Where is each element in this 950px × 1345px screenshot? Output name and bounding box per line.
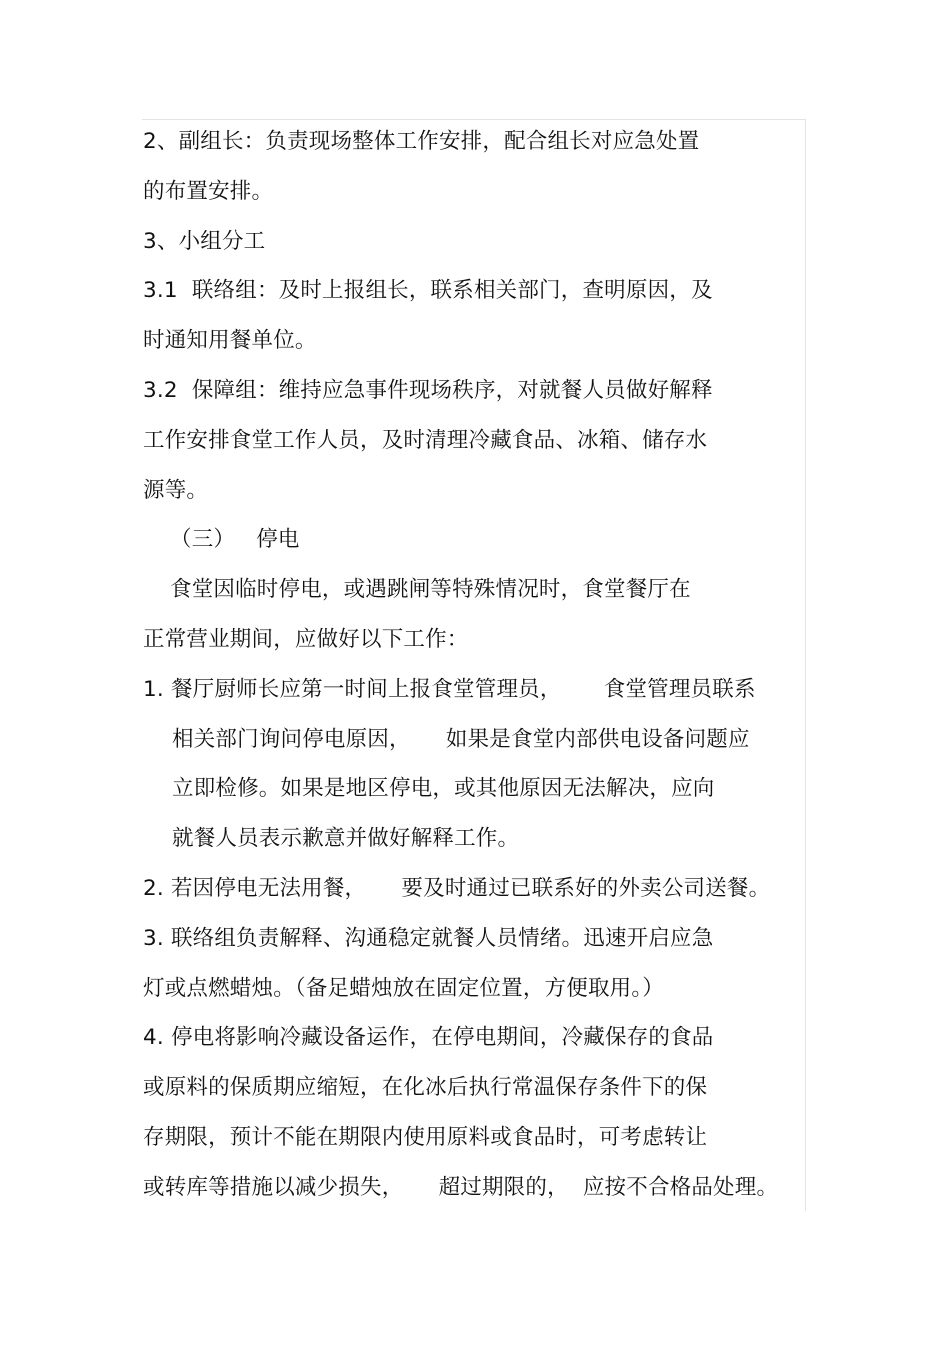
list-item-4: 4. 停电将影响冷藏设备运作，在停电期间，冷藏保存的食品 [143, 1025, 714, 1050]
list-item-1-cont-2: 立即检修。如果是地区停电，或其他原因无法解决，应向 [172, 776, 715, 801]
text-line-support-group: 3.2 保障组：维持应急事件现场秩序，对就餐人员做好解释 [143, 378, 713, 403]
text-line-liaison-group-cont: 时通知用餐单位。 [143, 328, 317, 353]
section-heading-power-outage: （三） 停电 [170, 527, 300, 552]
list-item-2: 2. 若因停电无法用餐， 要及时通过已联系好的外卖公司送餐。 [143, 876, 771, 901]
text-line-deputy-leader-cont: 的布置安排。 [143, 179, 274, 204]
list-item-1-cont-3: 就餐人员表示歉意并做好解释工作。 [172, 826, 520, 851]
text-line-group-division: 3、小组分工 [143, 229, 266, 254]
list-item-3: 3. 联络组负责解释、沟通稳定就餐人员情绪。迅速开启应急 [143, 926, 714, 951]
list-item-1-cont-1: 相关部门询问停电原因， 如果是食堂内部供电设备问题应 [172, 727, 750, 752]
text-line-outage-intro: 食堂因临时停电，或遇跳闸等特殊情况时，食堂餐厅在 [170, 577, 691, 602]
text-line-liaison-group: 3.1 联络组：及时上报组长，联系相关部门，查明原因，及 [143, 278, 713, 303]
list-item-4-cont-2: 存期限，预计不能在期限内使用原料或食品时，可考虑转让 [143, 1125, 708, 1150]
list-item-4-cont-1: 或原料的保质期应缩短，在化冰后执行常温保存条件下的保 [143, 1075, 708, 1100]
text-line-support-group-end: 源等。 [143, 478, 209, 503]
text-line-deputy-leader: 2、副组长：负责现场整体工作安排，配合组长对应急处置 [143, 129, 700, 154]
text-line-outage-intro-cont: 正常营业期间，应做好以下工作： [143, 627, 469, 652]
text-line-support-group-cont: 工作安排食堂工作人员，及时清理冷藏食品、冰箱、储存水 [143, 428, 708, 453]
list-item-1: 1. 餐厅厨师长应第一时间上报食堂管理员， 食堂管理员联系 [143, 677, 756, 702]
list-item-4-cont-3: 或转库等措施以减少损失， 超过期限的， 应按不合格品处理。 [143, 1175, 779, 1200]
list-item-3-cont: 灯或点燃蜡烛。（备足蜡烛放在固定位置，方便取用。） [143, 976, 665, 1001]
